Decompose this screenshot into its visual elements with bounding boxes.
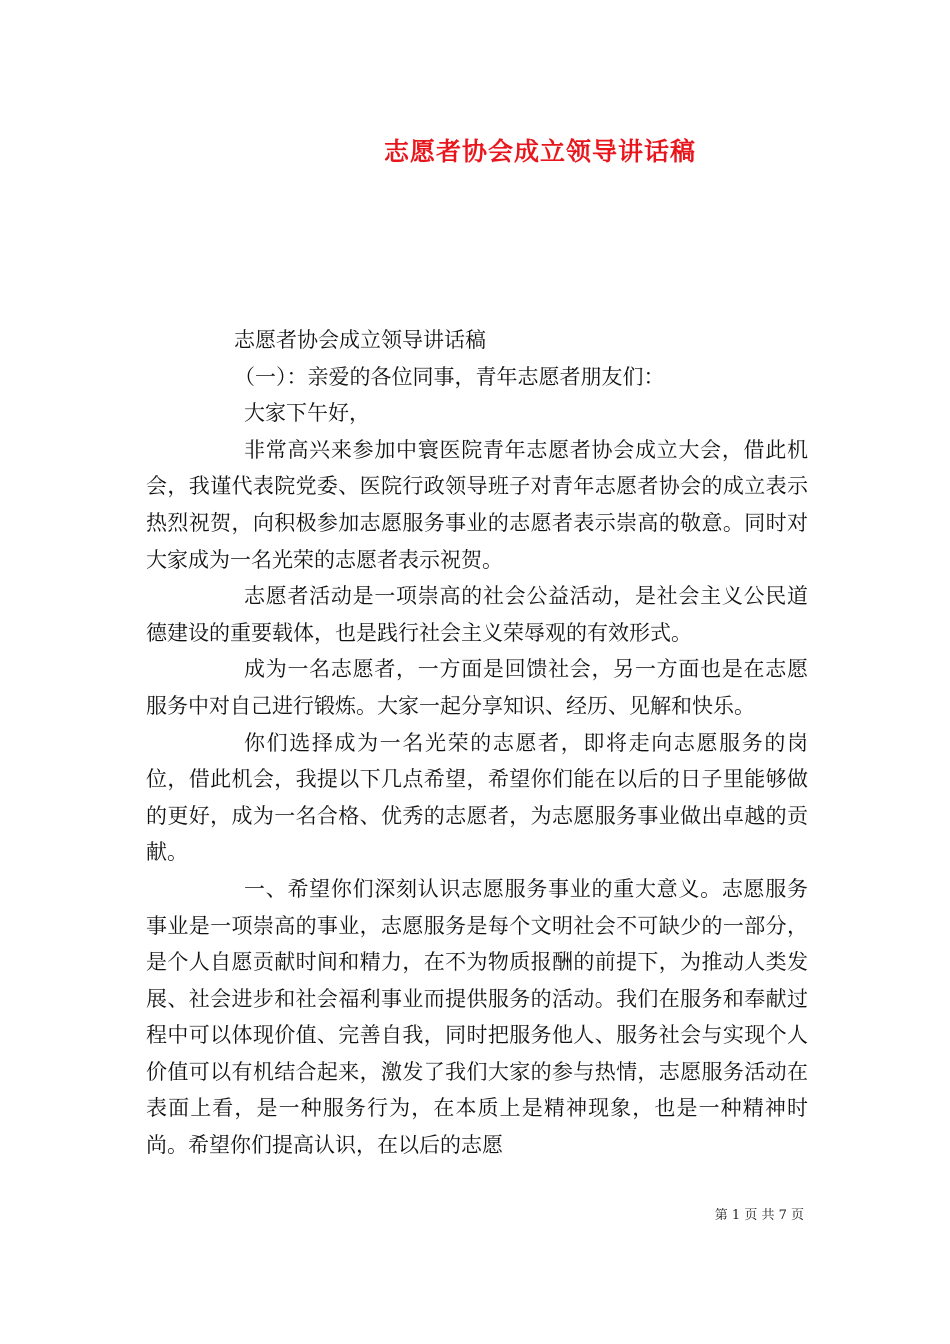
page-title: 志愿者协会成立领导讲话稿: [383, 137, 696, 166]
paragraph: 成为一名志愿者，一方面是回馈社会，另一方面也是在志愿服务中对自己进行锻炼。大家一起分享知识、经历、见解和快乐。: [146, 657, 808, 718]
paragraph: 非常高兴来参加中寰医院青年志愿者协会成立大会，借此机会，我谨代表院党委、医院行政领导班子对青年志愿者协会的成立表示热烈祝贺，向积极参加志愿服务事业的志愿者表示崇高的敬意。同时对大家成为一名光荣的志愿者表示祝贺。: [146, 437, 808, 572]
paragraph: 一、希望你们深刻认识志愿服务事业的重大意义。志愿服务事业是一项崇高的事业，志愿服务是每个文明社会不可缺少的一部分，是个人自愿贡献时间和精力，在不为物质报酬的前提下，为推动人类发展、社会进步和社会福利事业而提供服务的活动。我们在服务和奉献过程中可以体现价值、完善自我，同时把服务他人、服务社会与实现个人价值可以有机结合起来，激发了我们大家的参与热情，志愿服务活动在表面上看，是一种服务行为，在本质上是精神现象，也是一种精神时尚。希望你们提高认识，在以后的志愿: [146, 876, 808, 1158]
paragraph: 你们选择成为一名光荣的志愿者，即将走向志愿服务的岗位，借此机会，我提以下几点希望，希望你们能在以后的日子里能够做的更好，成为一名合格、优秀的志愿者，为志愿服务事业做出卓越的贡献。: [146, 730, 808, 865]
salutation: （一）：亲爱的各位同事，青年志愿者朋友们：: [234, 364, 665, 389]
page-number: 第 1 页 共 7 页: [714, 1208, 804, 1223]
document-body: [146, 322, 808, 1164]
document-subtitle: 志愿者协会成立领导讲话稿: [234, 328, 486, 352]
paragraph: 志愿者活动是一项崇高的社会公益活动，是社会主义公民道德建设的重要载体，也是践行社会主义荣辱观的有效形式。: [146, 584, 808, 645]
greeting: 大家下午好，: [244, 401, 370, 426]
